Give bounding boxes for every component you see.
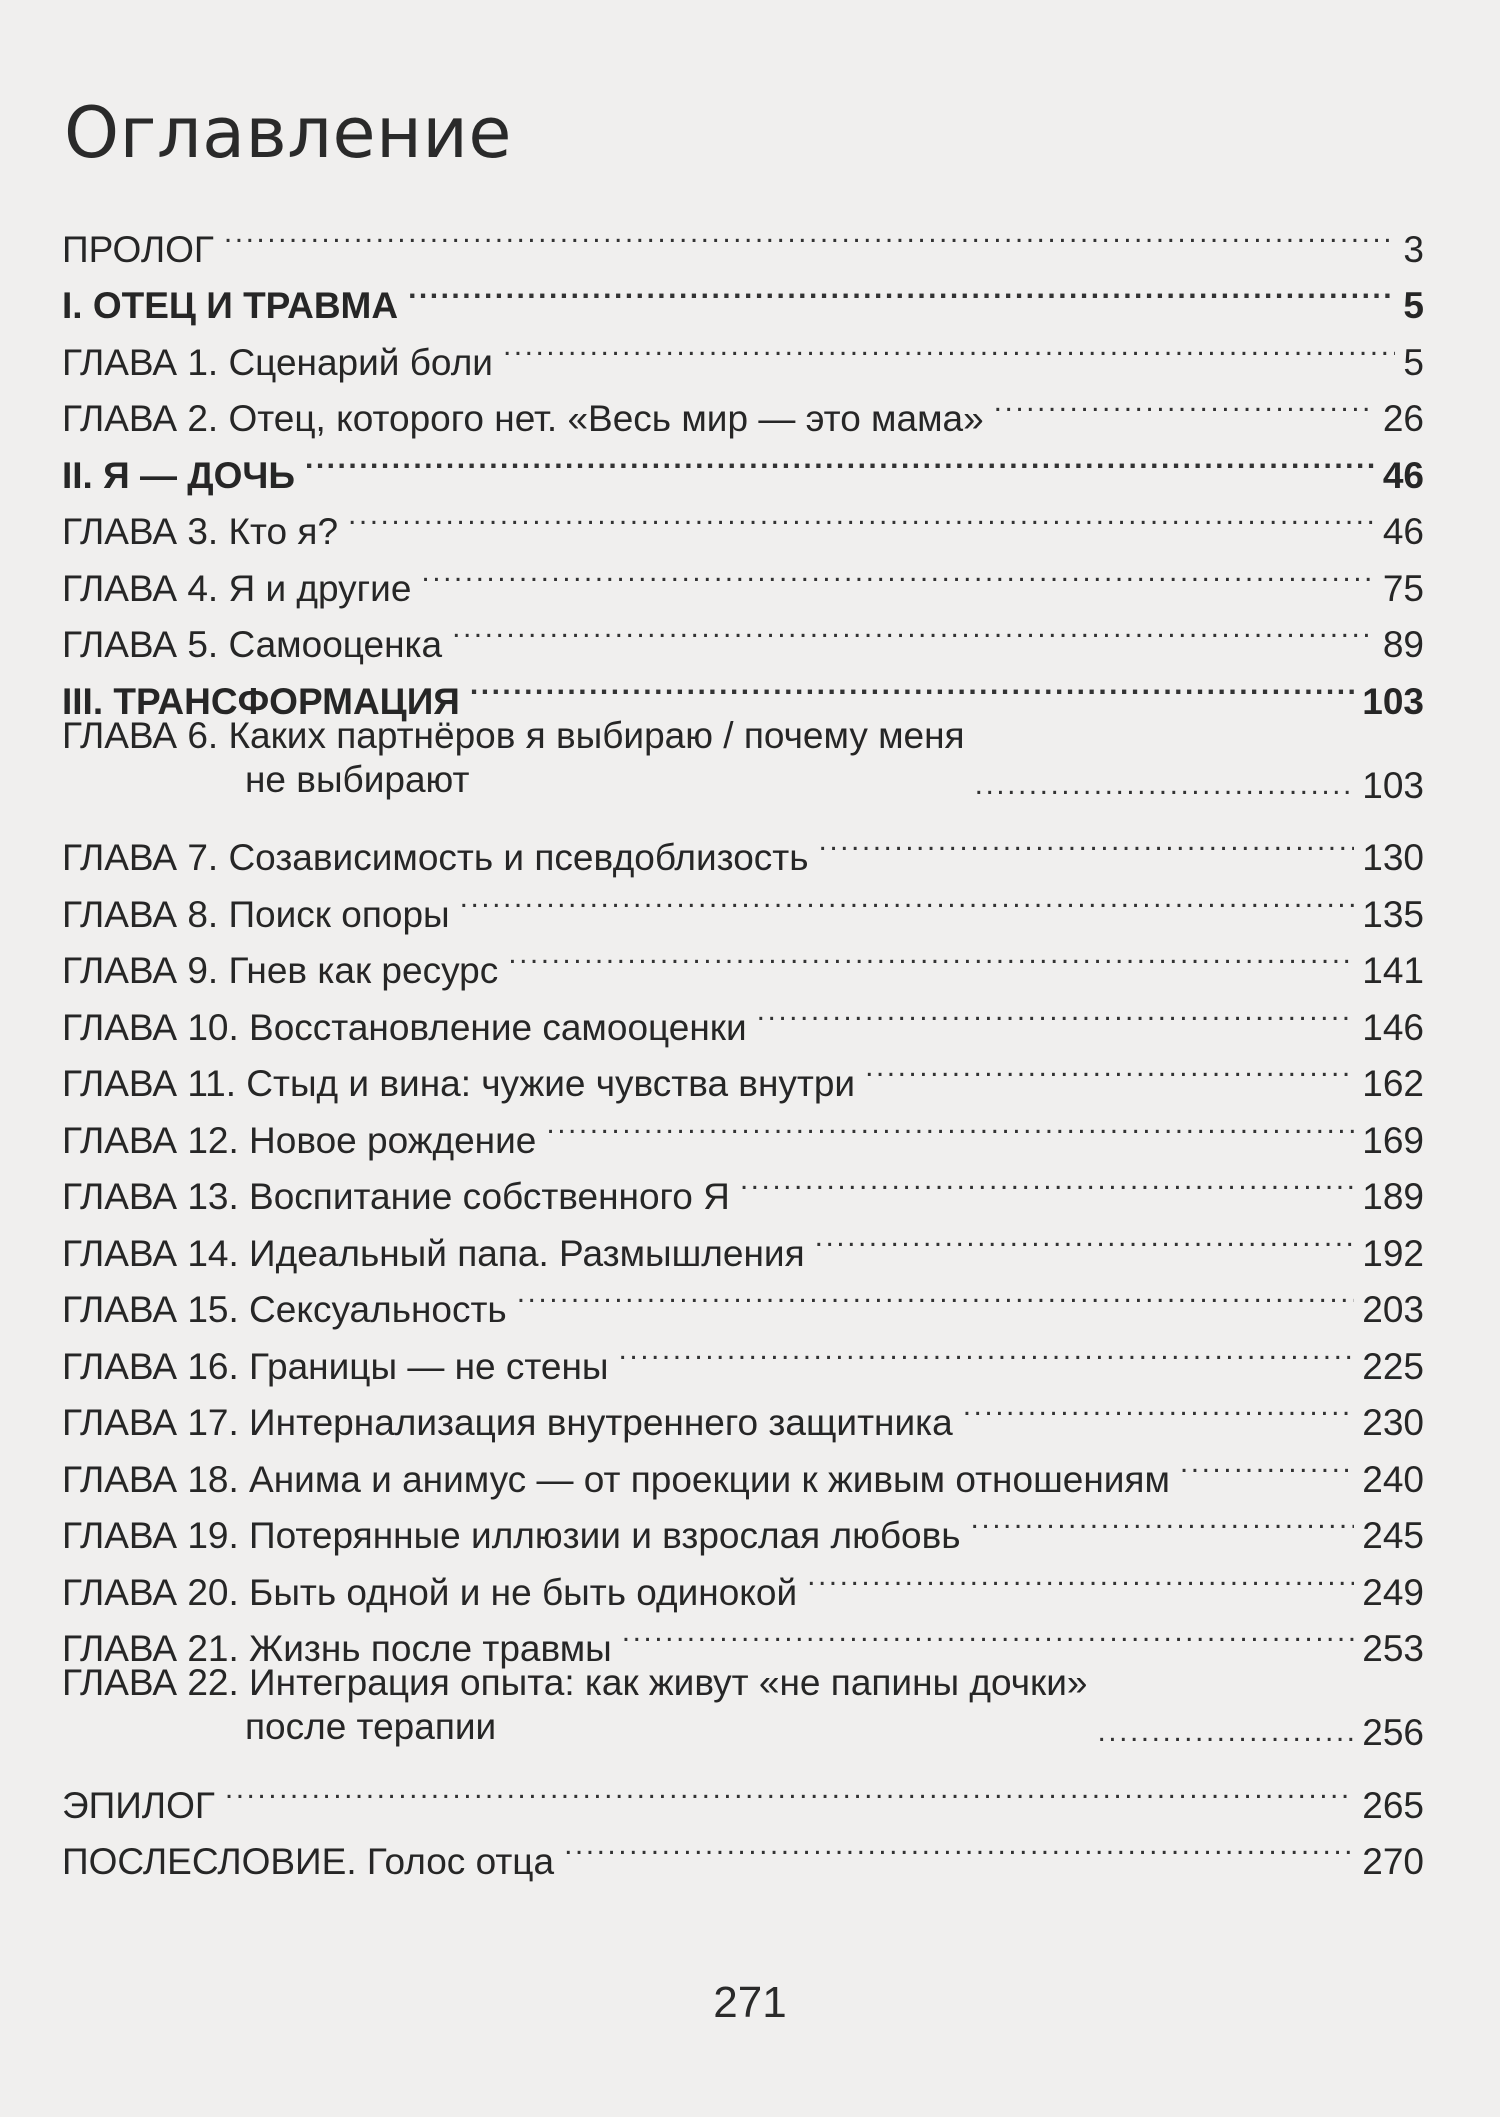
page-number: 271 <box>713 1978 787 2027</box>
toc-entry-page: 265 <box>1362 1784 1424 1826</box>
toc-entry[interactable] <box>62 318 1424 383</box>
toc-entry[interactable] <box>62 1209 1424 1274</box>
dot-leader <box>807 1548 1354 1605</box>
dot-leader <box>503 318 1395 375</box>
toc-entry[interactable] <box>62 983 1424 1048</box>
toc-entry-page: 162 <box>1362 1063 1424 1104</box>
toc-entry-page: 5 <box>1403 341 1424 383</box>
dot-leader <box>971 1492 1355 1549</box>
toc-entry-label: ГЛАВА 11. Стыд и вина: чужие чувства внутри <box>62 1063 856 1104</box>
toc-entry-page: 103 <box>1362 680 1424 722</box>
toc-entry[interactable] <box>62 1818 1424 1882</box>
toc-entry-page: 253 <box>1362 1628 1424 1669</box>
toc-entry-label: ГЛАВА 15. Сексуальность <box>62 1289 507 1330</box>
toc-entry-label: ГЛАВА 19. Потерянные иллюзии и взрослая любовь <box>62 1515 961 1556</box>
toc-entry[interactable] <box>62 1096 1424 1161</box>
toc-entry[interactable] <box>62 1605 1424 1669</box>
toc-entry[interactable] <box>62 1153 1424 1217</box>
toc-entry-label-line1: ГЛАВА 22. Интеграция опыта: как живут «не папины дочки» <box>62 1662 1088 1703</box>
toc-entry[interactable] <box>62 544 1424 609</box>
dot-leader <box>564 1818 1354 1875</box>
toc-part-heading[interactable] <box>62 657 1424 722</box>
dot-leader <box>815 1209 1355 1266</box>
dot-leader <box>224 205 1396 262</box>
toc-entry-label: ГЛАВА 9. Гнев как ресурс <box>62 950 499 991</box>
toc-entry-label: ГЛАВА 12. Новое рождение <box>62 1119 537 1161</box>
toc-entry-label: ГЛАВА 21. Жизнь после травмы <box>62 1628 612 1669</box>
toc-entry-label <box>62 1661 1097 1749</box>
toc-entry-page: 26 <box>1382 398 1424 439</box>
toc-entry-page: 130 <box>1362 837 1424 878</box>
toc-entry[interactable] <box>62 1322 1424 1387</box>
toc-entry-page: 240 <box>1362 1458 1424 1500</box>
dot-leader <box>305 431 1375 488</box>
toc-entry-label: ГЛАВА 2. Отец, которого нет. «Весь мир — это мама» <box>62 398 984 439</box>
dot-leader <box>421 544 1374 601</box>
toc-entry-label: III. ТРАНСФОРМАЦИЯ <box>62 680 460 722</box>
toc-entry[interactable] <box>62 927 1424 991</box>
toc-entry-page: 225 <box>1362 1345 1424 1387</box>
toc-entry-page: 169 <box>1362 1119 1424 1161</box>
toc-entry-page: 46 <box>1382 454 1424 496</box>
toc-entry[interactable] <box>62 870 1424 935</box>
toc-entry-page: 135 <box>1362 893 1424 935</box>
toc-entry-label-line2: после терапии <box>245 1706 497 1747</box>
toc-entry-page: 146 <box>1362 1006 1424 1048</box>
toc-entry[interactable] <box>62 714 1424 814</box>
dot-leader <box>470 657 1354 714</box>
toc-entry-page: 245 <box>1362 1515 1424 1556</box>
toc-entry-label: ГЛАВА 13. Воспитание собственного Я <box>62 1176 730 1217</box>
dot-leader <box>963 1379 1355 1436</box>
toc-entry-page: 230 <box>1362 1402 1424 1443</box>
toc-entry-page: 46 <box>1382 511 1424 552</box>
dot-leader <box>225 1761 1354 1818</box>
toc-entry-label: ГЛАВА 8. Поиск опоры <box>62 893 450 935</box>
toc-entry-label: ГЛАВА 1. Сценарий боли <box>62 341 493 383</box>
toc-entry-label: ГЛАВА 3. Кто я? <box>62 511 339 552</box>
toc-entry-label: ПОСЛЕСЛОВИЕ. Голос отца <box>62 1841 555 1882</box>
toc-entry[interactable] <box>62 1492 1424 1556</box>
dot-leader <box>1097 1705 1354 1762</box>
toc-entry-label: ГЛАВА 14. Идеальный папа. Размышления <box>62 1232 805 1274</box>
toc-entry[interactable] <box>62 1379 1424 1443</box>
toc-entry-page: 141 <box>1362 950 1424 991</box>
toc-entry-page: 270 <box>1362 1841 1424 1882</box>
dot-leader <box>517 1266 1355 1323</box>
dot-leader <box>975 757 1355 814</box>
toc-entry[interactable] <box>62 1266 1424 1330</box>
toc-entry-page: 3 <box>1403 228 1424 270</box>
toc-entry-page: 256 <box>1362 1712 1424 1753</box>
toc-entry-page: 189 <box>1362 1176 1424 1217</box>
dot-leader <box>460 870 1355 927</box>
toc-entry[interactable] <box>62 601 1424 665</box>
toc-entry-page: 5 <box>1403 285 1424 326</box>
toc-entry[interactable] <box>62 205 1424 270</box>
dot-leader <box>452 601 1375 658</box>
dot-leader <box>508 927 1354 984</box>
page-title: Оглавление <box>64 92 512 174</box>
toc-entry[interactable] <box>62 1661 1424 1761</box>
toc-entry-page: 103 <box>1362 764 1424 806</box>
toc-entry[interactable] <box>62 814 1424 878</box>
table-of-contents <box>62 205 1424 1882</box>
toc-entry-page: 249 <box>1362 1571 1424 1613</box>
toc-entry-label: ГЛАВА 7. Созависимость и псевдоблизость <box>62 837 809 878</box>
toc-entry[interactable] <box>62 1435 1424 1500</box>
dot-leader <box>348 488 1375 545</box>
toc-entry-label <box>62 714 975 802</box>
toc-entry[interactable] <box>62 375 1424 439</box>
toc-entry-page: 192 <box>1362 1232 1424 1274</box>
toc-entry-label: I. ОТЕЦ И ТРАВМА <box>62 285 399 326</box>
toc-entry[interactable] <box>62 1761 1424 1826</box>
dot-leader <box>757 983 1355 1040</box>
toc-entry-label: ГЛАВА 20. Быть одной и не быть одинокой <box>62 1571 798 1613</box>
toc-entry-label: ГЛАВА 10. Восстановление самооценки <box>62 1006 747 1048</box>
dot-leader <box>994 375 1375 432</box>
dot-leader <box>546 1096 1354 1153</box>
toc-entry-page: 203 <box>1362 1289 1424 1330</box>
toc-entry-label-line2: не выбирают <box>245 758 470 800</box>
toc-entry-label-line1: ГЛАВА 6. Каких партнёров я выбираю / почему меня <box>62 714 965 756</box>
toc-entry-label: ГЛАВА 5. Самооценка <box>62 624 443 665</box>
toc-entry-label: ГЛАВА 18. Анима и анимус — от проекции к живым отношениям <box>62 1458 1170 1500</box>
toc-entry[interactable] <box>62 488 1424 552</box>
dot-leader <box>1180 1435 1354 1492</box>
toc-entry[interactable] <box>62 1548 1424 1613</box>
toc-entry-label: II. Я — ДОЧЬ <box>62 454 296 496</box>
toc-entry-label: ГЛАВА 4. Я и другие <box>62 567 412 609</box>
toc-entry-page: 75 <box>1382 567 1424 609</box>
toc-part-heading[interactable] <box>62 431 1424 496</box>
dot-leader <box>865 1040 1354 1097</box>
toc-entry-label: ЭПИЛОГ <box>62 1784 215 1826</box>
dot-leader <box>408 262 1395 319</box>
toc-entry-label: ГЛАВА 17. Интернализация внутреннего защитника <box>62 1402 953 1443</box>
toc-entry-label: ПРОЛОГ <box>62 228 214 270</box>
dot-leader <box>619 1322 1355 1379</box>
toc-part-heading[interactable] <box>62 262 1424 326</box>
dot-leader <box>819 814 1355 871</box>
dot-leader <box>740 1153 1354 1210</box>
toc-entry[interactable] <box>62 1040 1424 1104</box>
toc-entry-page: 89 <box>1382 624 1424 665</box>
dot-leader <box>622 1605 1355 1662</box>
toc-entry-label: ГЛАВА 16. Границы — не стены <box>62 1345 609 1387</box>
